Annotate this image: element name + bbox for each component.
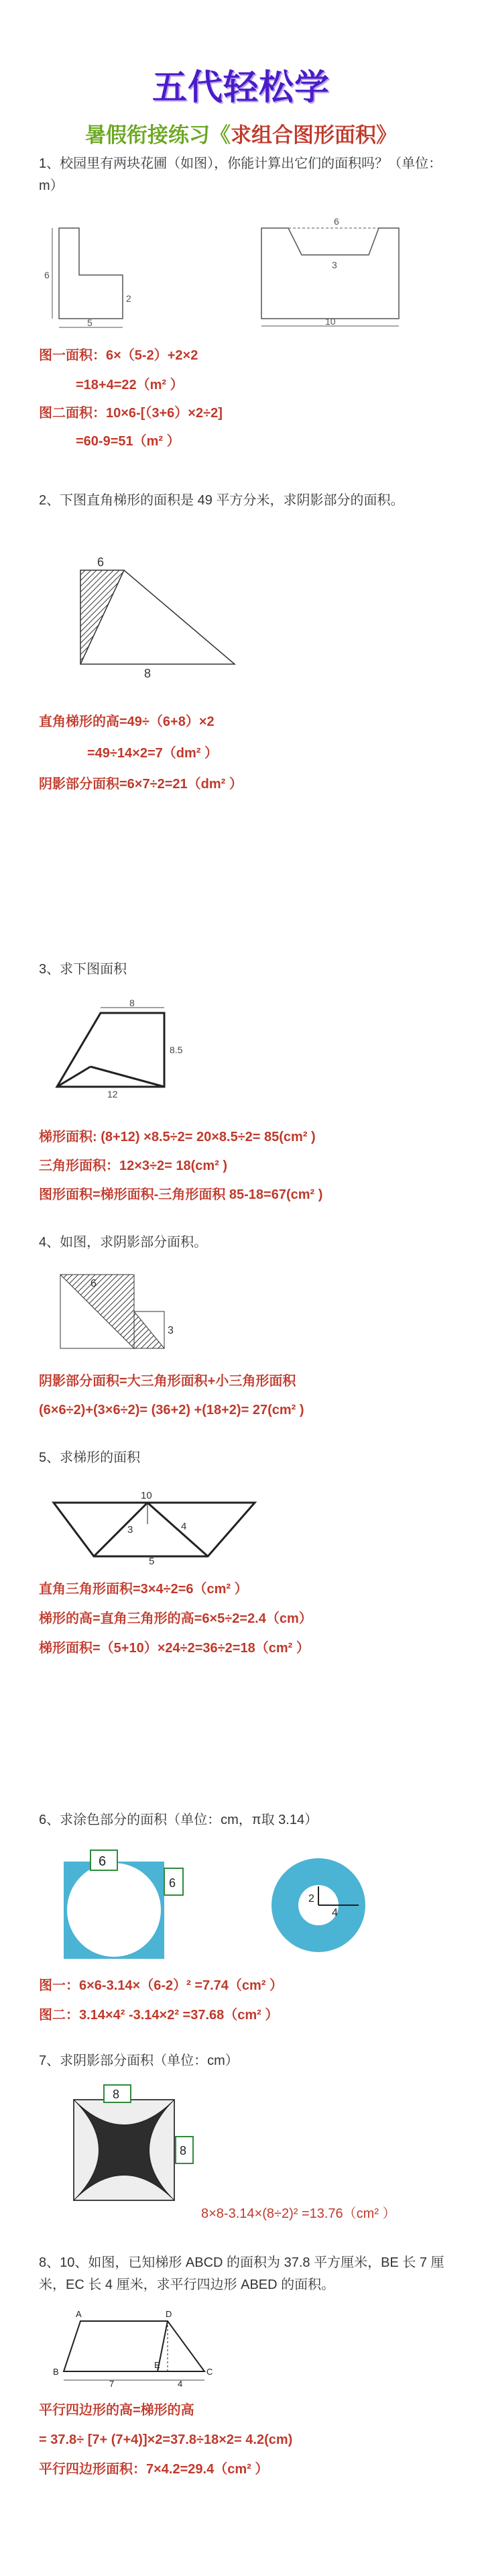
q3-answer-2: 三角形面积：12×3÷2= 18(cm² ) [39,1159,228,1173]
q7-label-8b: 8 [180,2144,187,2157]
q3-figure [44,1000,204,1100]
q5-answer-2: 梯形的高=直角三角形的高=6×5÷2=2.4（cm） [39,1611,312,1626]
q6-label-4: 4 [332,1907,338,1919]
q6-answer-2: 图二：3.14×4² -3.14×2² =37.68（cm² ） [39,2008,279,2023]
q4-label-3: 3 [168,1325,174,1336]
q5-label-3: 3 [127,1524,133,1536]
q4-answer-2: (6×6÷2)+(3×6÷2)= (36+2) +(18+2)= 27(cm² ) [39,1403,304,1417]
q6-label-6b: 6 [169,1876,176,1890]
q3-label-12: 12 [107,1089,118,1099]
q3-answer-3: 图形面积=梯形面积-三角形面积 85-18=67(cm² ) [39,1187,323,1202]
q6-figure-1 [57,1848,191,1962]
q5-figure [40,1489,261,1566]
q1-label-2: 2 [126,293,131,304]
q5-answer-3: 梯形面积=（5+10）×24÷2=36÷2=18（cm² ） [39,1641,310,1656]
q2-figure [47,557,248,681]
question-3: 3、求下图面积 [39,962,127,977]
page-title [0,118,482,148]
q6-figure-2 [265,1851,372,1959]
question-6: 6、求涂色部分的面积（单位：cm，π取 3.14） [39,1813,318,1827]
q1-label-3: 3 [332,260,337,270]
q3-answer-1: 梯形面积: (8+12) ×8.5÷2= 20×8.5÷2= 85(cm² ) [39,1130,316,1144]
q2-answer-1: 直角梯形的高=49÷（6+8）×2 [39,714,215,729]
q8-label-b: B [53,2367,59,2377]
q2-label-8: 8 [144,667,152,680]
q5-label-5: 5 [149,1556,155,1566]
q6-answer-1: 图一：6×6-3.14×（6-2）² =7.74（cm² ） [39,1978,284,1993]
q2-answer-3: 阴影部分面积=6×7÷2=21（dm² ） [39,777,243,792]
q8-label-7: 7 [109,2379,115,2388]
q2-label-6: 6 [97,557,105,569]
title-part1: 暑假衔接练习《 [85,123,231,147]
q8-answer-2: = 37.8÷ [7+ (7+4)]×2=37.8÷18×2= 4.2(cm) [39,2432,293,2447]
q1-answer-1: 图一面积：6×（5-2）+2×2 [39,348,198,363]
q8-figure [50,2308,215,2388]
question-5: 5、求梯形的面积 [39,1450,141,1465]
q1-answer-3: 图二面积：10×6-[（3+6）×2÷2] [39,406,223,421]
q8-label-4: 4 [178,2379,183,2388]
q7-figure [67,2083,201,2207]
q1-label-10: 10 [325,316,336,327]
q8-label-c: C [206,2367,213,2377]
q7-answer-1: 8×8-3.14×(8÷2)² =13.76（cm² ） [201,2206,396,2221]
question-2: 2、下图直角梯形的面积是 49 平方分米，求阴影部分的面积。 [39,493,404,508]
q8-label-e: E [154,2360,160,2370]
title-part2: 求组合图形面积》 [231,123,397,147]
q1-answer-2: =18+4=22（m² ） [76,378,184,392]
q1-label-6a: 6 [44,270,50,280]
q3-label-8: 8 [129,1000,135,1008]
question-4: 4、如图，求阴影部分面积。 [39,1235,208,1250]
q4-label-6: 6 [91,1278,97,1289]
q1-answer-4: =60-9=51（m² ） [76,434,180,449]
q8-answer-3: 平行四边形面积：7×4.2=29.4（cm² ） [39,2462,269,2477]
q6-label-2: 2 [308,1893,314,1904]
q3-label-85: 8.5 [170,1044,183,1055]
q4-figure [50,1268,184,1362]
logo-text: 五代轻松学 [152,68,330,108]
q8-label-a: A [76,2309,82,2319]
q1-figure-2 [248,215,422,329]
q1-figure-1 [39,208,146,332]
q5-answer-1: 直角三角形面积=3×4÷2=6（cm² ） [39,1582,248,1597]
q1-label-5: 5 [87,317,93,328]
q8-label-d: D [166,2309,172,2319]
q6-label-6a: 6 [99,1854,107,1869]
question-8: 8、10、如图，已知梯形 ABCD 的面积为 37.8 平方厘米，BE 长 7 厘米，EC 长 4 厘米，求平行四边形 ABED 的面积。 [39,2255,444,2292]
q1-label-6b: 6 [334,216,339,227]
q5-label-4: 4 [181,1521,187,1532]
question-1: 1、校园里有两块花圃（如图），你能计算出它们的面积吗？（单位：m） [39,156,442,193]
q8-answer-1: 平行四边形的高=梯形的高 [39,2403,194,2418]
q2-answer-2: =49÷14×2=7（dm² ） [87,746,218,761]
q4-answer-1: 阴影部分面积=大三角形面积+小三角形面积 [39,1374,296,1389]
question-7: 7、求阴影部分面积（单位：cm） [39,2053,239,2068]
q7-label-8a: 8 [113,2088,120,2101]
q5-label-10: 10 [141,1490,152,1501]
